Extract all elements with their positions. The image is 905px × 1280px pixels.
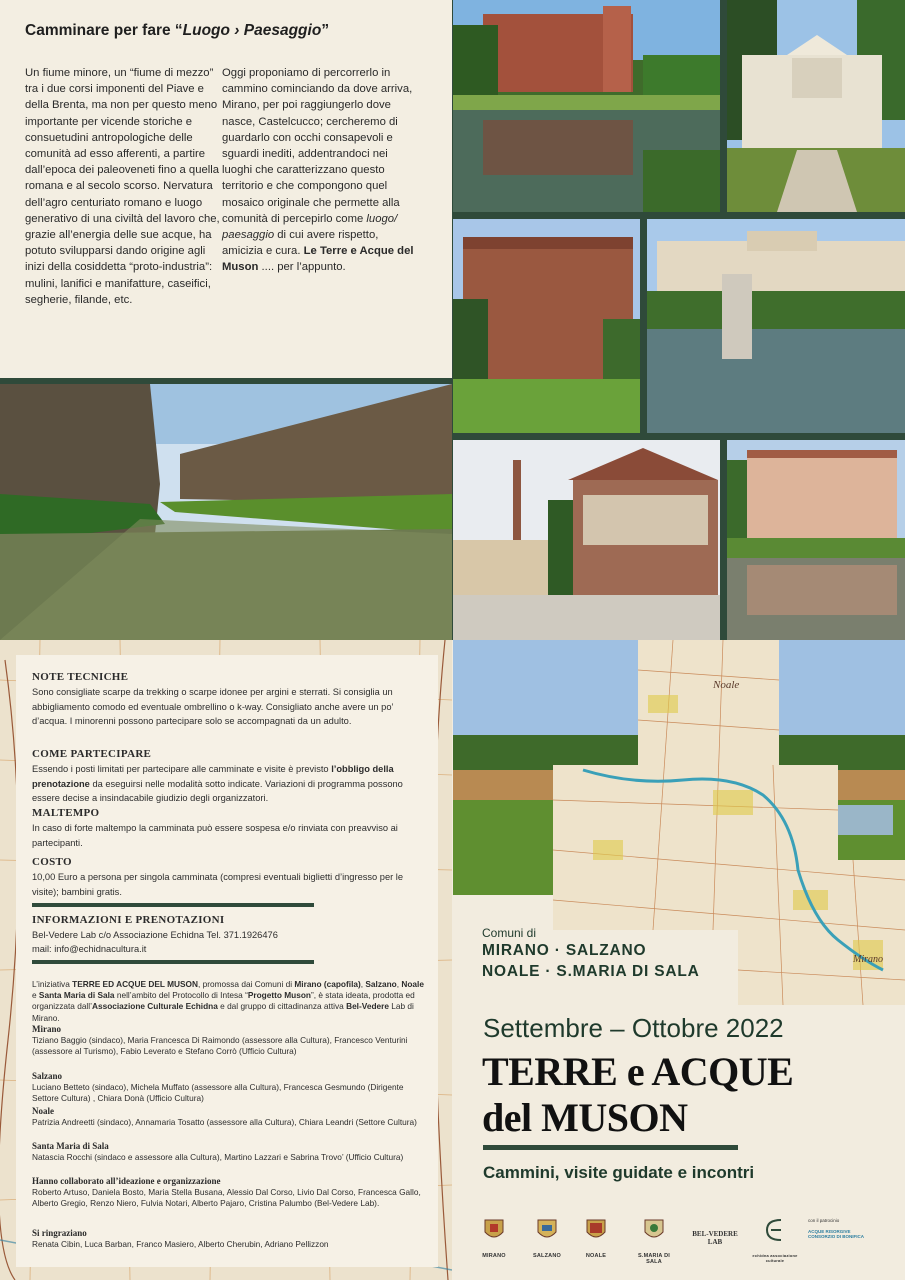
photo-pink-villa-reflection (727, 440, 905, 640)
credits-heading-collaborators: Hanno collaborato all’ideazione e organizzazione (32, 1176, 221, 1186)
event-title-line-1: TERRE e ACQUE (482, 1049, 794, 1094)
logo-acque-risorgive: con il patrocinio ACQUE RISORGIVE CONSORZIO DI BONIFICA (808, 1218, 864, 1239)
credits-text-noale: Patrizia Andreetti (sindaco), Annamaria Tosatto (assessore alla Cultura), Chiara Leandri (Settore Cultura) (32, 1117, 417, 1127)
cost-text: 10,00 Euro a persona per singola camminata (compresi eventuali biglietti d’ingresso per le visite); bambini gratis. (32, 872, 404, 897)
photo-brick-castle (453, 219, 640, 433)
photo-castle-moat (453, 0, 720, 212)
credits-text-santa-maria: Natascia Rocchi (sindaco e assessore alla Cultura), Martino Lazzari e Sabrina Trovo’ (Ufficio Cultura) (32, 1152, 404, 1162)
title-underline (483, 1145, 738, 1150)
photo-river-muson (0, 384, 452, 640)
bad-weather-text: In caso di forte maltempo la camminata può essere sospesa e/o rinviata con preavviso ai partecipanti. (32, 823, 398, 848)
credits-heading-thanks: Si ringraziano (32, 1228, 87, 1238)
credits-text-mirano: Tiziano Baggio (sindaco), Maria Francesca Di Raimondo (assessore alla Cultura), Francesco Venturini (assessore al Turismo), Fabio Leverato e Stefano Corrò (Ufficio Cultura) (32, 1035, 408, 1057)
heading-technical-notes: NOTE TECNICHE (32, 671, 129, 683)
intro-column-2: Oggi proponiamo di percorrerlo in cammino cominciando da dove arriva, Mirano, per poi raggiungerlo dove nasce, Castelcucco; cercheremo di guardarlo con occhi consapevoli e sguardi inediti, addentrandoci nei luoghi che caratterizzano questo territorio e che compongono quel mosaico originale che permette alla comunità di percepirlo come luogo/ paesaggio di cui avere rispetto, amicizia e cura. Le Terre e Acque del Muson .... per l’appunto. (222, 67, 414, 274)
how-to-participate-text: Essendo i posti limitati per partecipare alle camminate e visite è previsto l’obbligo della prenotazione da eseguirsi nelle modalità sotto indicate. Variazioni di programma possono essere decise a insindacabile giudizio degli organizzatori. (32, 764, 403, 803)
credits-heading-mirano: Mirano (32, 1024, 61, 1034)
logo-salzano: SALZANO (532, 1216, 562, 1259)
photo-villa-pond-statue (647, 219, 905, 433)
credits-heading-noale: Noale (32, 1106, 54, 1116)
divider (32, 903, 314, 907)
intro-column-1: Un fiume minore, un “fiume di mezzo” tra i due corsi imponenti del Piave e della Brenta, ma non per questo meno importante per vicende storiche e consuetudini antropologiche delle comunità ad esso afferenti, a partire dall’epoca dei paleoveneti fino a quella romana e al secolo scorso. Nervatura dell’agro centuriato romano e luogo generativo di una civiltà del lavoro che, grazie all’energia delle sue acque, ha potuto svilupparsi dando origine agli inizi della cosiddetta “proto-industria”: mulini, lanifici e manifatture, caseifici, segherie, filande, etc. (25, 67, 220, 306)
logo-echidna: echidna associazione culturale (752, 1216, 798, 1263)
credits-text-thanks: Renata Cibin, Luca Barban, Franco Masiero, Alberto Cherubin, Adriano Pellizzon (32, 1239, 329, 1249)
credits-text-salzano: Luciano Betteto (sindaco), Michela Muffato (assessore alla Cultura), Francesca Gesmundo (Dirigente Settore Cultura) , Chiara Donà (Ufficio Cultura) (32, 1082, 404, 1104)
logo-santa-maria-di-sala: S.MARIA DI SALA (630, 1216, 678, 1265)
crest-icon (536, 1216, 558, 1244)
municipalities-label: Comuni di (482, 926, 537, 940)
event-dates: Settembre – Ottobre 2022 (483, 1013, 784, 1043)
intro-title: Camminare per fare “Luogo › Paesaggio” (25, 22, 330, 39)
heading-how-to-participate: COME PARTECIPARE (32, 748, 152, 760)
heading-info-booking: INFORMAZIONI E PRENOTAZIONI (32, 914, 225, 926)
event-subtitle: Cammini, visite guidate e incontri (483, 1163, 755, 1182)
info-panel (16, 655, 438, 1267)
credits-heading-salzano: Salzano (32, 1071, 63, 1081)
technical-notes-text: Sono consigliate scarpe da trekking o scarpe idonee per argini e sterrati. Si consiglia un abbigliamento comodo ed eventuale ombrellino o k-way. Consigliato anche avere un po’ d’acqua. I minorenni possono partecipare solo se accompagnati da un adulto. (32, 687, 394, 726)
credits-intro: L’iniziativa TERRE ED ACQUE DEL MUSON, promossa dai Comuni di Mirano (capofila), Salzano, Noale e Santa Maria di Sala nell’ambito del Protocollo di Intesa “Progetto Muson”, è stata ideata, prodotta ed organizzata dall’Associazione Culturale Echidna e dal gruppo di cittadinanza attiva Bel-Vedere Lab di Mirano. (32, 979, 424, 1023)
contact-email-link[interactable]: mail: info@echidnacultura.it (32, 944, 147, 954)
crest-icon (483, 1216, 505, 1244)
heading-cost: COSTO (32, 856, 72, 868)
logo-mirano: MIRANO (480, 1216, 508, 1259)
photo-villa-loggia (453, 440, 720, 640)
divider (32, 960, 314, 964)
heading-bad-weather: MALTEMPO (32, 807, 100, 819)
crest-icon (643, 1216, 665, 1244)
intro-panel (0, 0, 452, 378)
contact-phone: Bel-Vedere Lab c/o Associazione Echidna Tel. 371.1926476 (32, 930, 278, 940)
logo-noale: NOALE (582, 1216, 610, 1259)
municipalities-line-1: MIRANO · SALZANO (482, 942, 647, 959)
event-title-line-2: del MUSON (482, 1095, 688, 1140)
municipalities-line-2: NOALE · S.MARIA DI SALA (482, 963, 700, 980)
logo-bel-vedere-lab: BEL-VEDERE LAB (692, 1230, 738, 1246)
credits-text-collaborators: Roberto Artuso, Daniela Bosto, Maria Stella Busana, Alessio Dal Corso, Livio Dal Corso, Francesca Gallo, Alberto Gregio, Renzo Niero, Fulvia Notari, Alberto Pajaro, Cristina Palumbo (Bel-Vedere Lab). (32, 1187, 421, 1209)
credits-heading-santa-maria: Santa Maria di Sala (32, 1141, 109, 1151)
photo-villa-facade (727, 0, 905, 212)
map-label-noale: Noale (713, 679, 740, 691)
map-label-mirano: Mirano (853, 954, 883, 965)
echidna-icon (763, 1216, 787, 1244)
crest-icon (585, 1216, 607, 1244)
